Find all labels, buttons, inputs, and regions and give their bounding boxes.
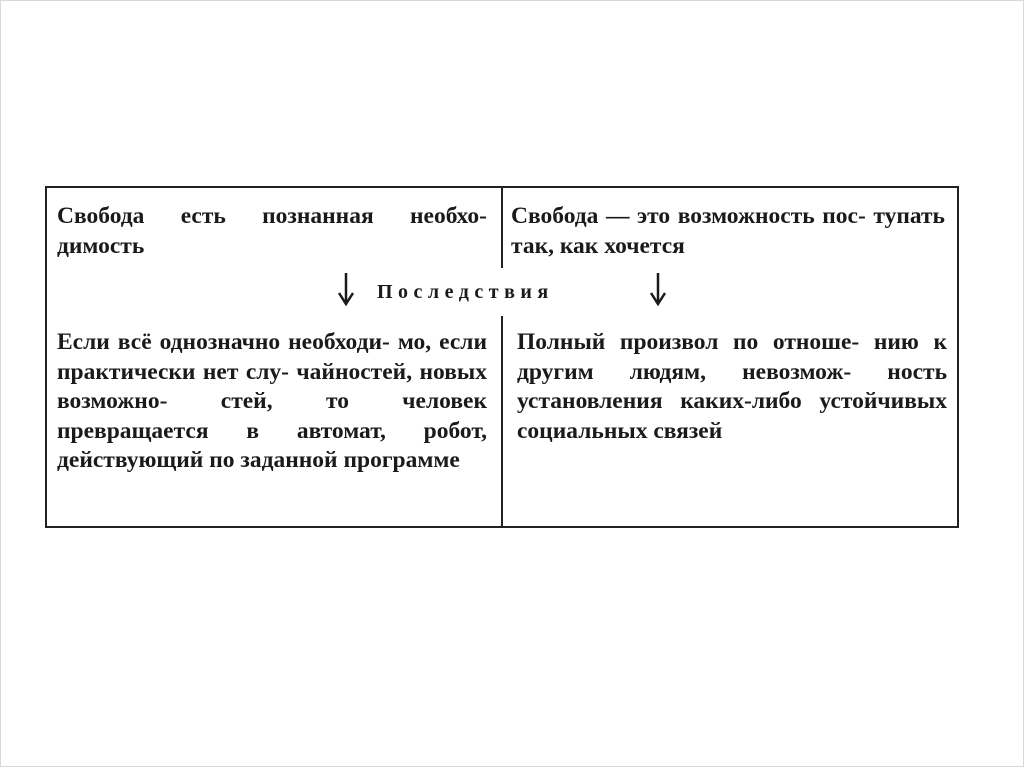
consequence-necessity-cell: Если всё однозначно необходи- мо, если практически нет слу- чайностей, новых возможно- стей, то человек превращается в автомат, робот, действующий по заданной программе [57, 329, 487, 473]
arrow-down-icon [649, 272, 667, 306]
comparison-table [45, 186, 959, 528]
arrow-down-icon [337, 272, 355, 306]
column-divider-bottom [501, 316, 503, 528]
column-divider-top [501, 188, 503, 268]
consequence-will-cell: Полный произвол по отноше- нию к другим людям, невозмож- ность установления каких-либо устойчивых социальных связей [517, 329, 947, 444]
definition-necessity-cell: Свобода есть познанная необхо- димость [57, 203, 487, 259]
definition-will-cell: Свобода — это возможность пос- тупать так, как хочется [511, 203, 945, 259]
consequences-row [47, 272, 957, 312]
consequences-heading: Последствия [377, 281, 554, 303]
